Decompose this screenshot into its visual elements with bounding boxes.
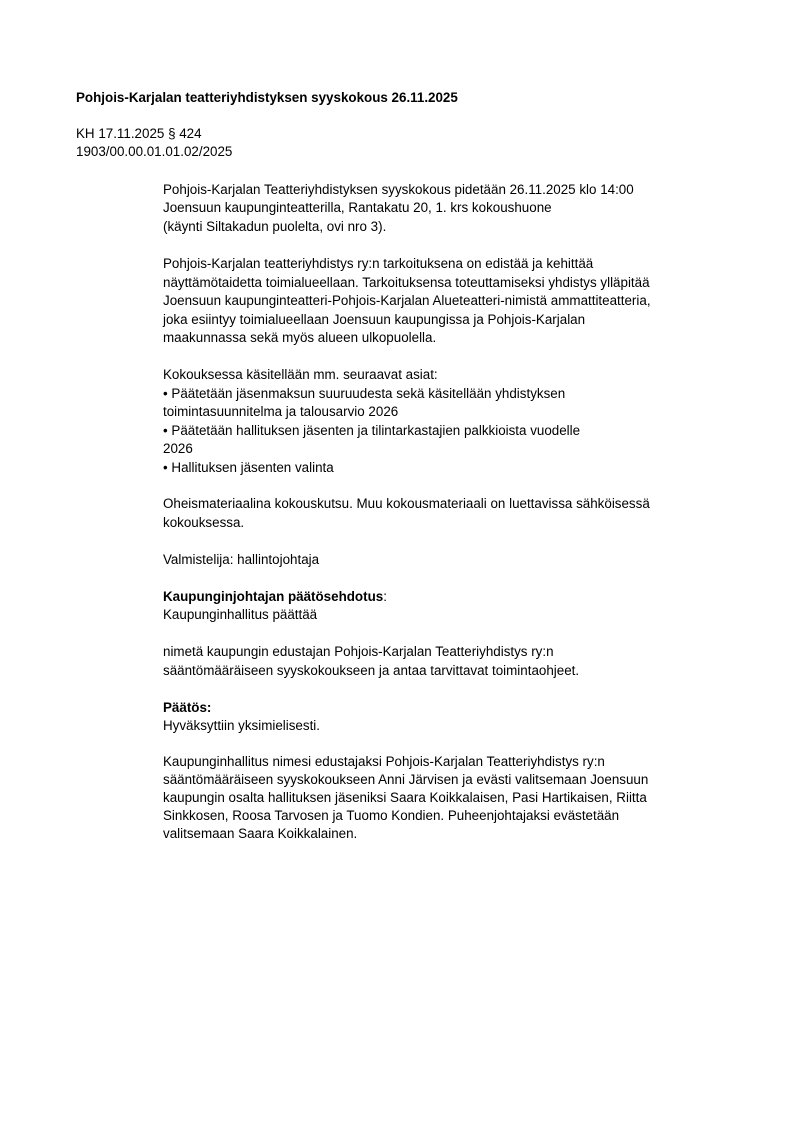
text-line: kokouksessa. <box>163 515 245 530</box>
text-line: Pohjois-Karjalan Teatteriyhdistyksen syyskokous pidetään 26.11.2025 klo 14:00 <box>163 182 634 197</box>
text-line: Joensuun kaupunginteatteri-Pohjois-Karjalan Alueteatteri-nimistä ammattiteatteria, <box>163 293 651 308</box>
text-line: Kokouksessa käsitellään mm. seuraavat asiat: <box>163 367 438 382</box>
text-line: Joensuun kaupunginteatterilla, Rantakatu 20, 1. krs kokoushuone <box>163 200 552 215</box>
text-line: 2026 <box>163 441 193 456</box>
proposal-heading: Kaupunginjohtajan päätösehdotus <box>163 589 384 604</box>
preparer-line: Valmistelija: hallintojohtaja <box>163 552 320 567</box>
document-title: Pohjois-Karjalan teatteriyhdistyksen syyskokous 26.11.2025 <box>76 90 458 105</box>
text-line: joka esiintyy toimialueellaan Joensuun kaupungissa ja Pohjois-Karjalan <box>163 312 586 327</box>
agenda-item: • Päätetään hallituksen jäsenten ja tilintarkastajien palkkioista vuodelle <box>163 423 581 438</box>
diary-number: 1903/00.00.01.01.02/2025 <box>76 144 233 159</box>
text-line: maakunnassa sekä myös alueen ulkopuolella. <box>163 330 437 345</box>
text-line: nimetä kaupungin edustajan Pohjois-Karjalan Teatteriyhdistys ry:n <box>163 644 554 659</box>
agenda-item: • Hallituksen jäsenten valinta <box>163 460 334 475</box>
proposal-heading-line <box>163 588 387 606</box>
decision-lead: Hyväksyttiin yksimielisesti. <box>163 718 320 733</box>
text-line: valitsemaan Saara Koikkalainen. <box>163 826 358 841</box>
text-line: (käynti Siltakadun puolelta, ovi nro 3). <box>163 219 387 234</box>
proposal-lead: Kaupunginhallitus päättää <box>163 607 318 622</box>
text-line: Oheismateriaalina kokouskutsu. Muu kokousmateriaali on luettavissa sähköisessä <box>163 496 650 511</box>
decision-heading: Päätös: <box>163 700 212 715</box>
text-line: kaupungin osalta hallituksen jäseniksi Saara Koikkalaisen, Pasi Hartikaisen, Riitta <box>163 790 647 805</box>
agenda-item: • Päätetään jäsenmaksun suuruudesta sekä käsitellään yhdistyksen <box>163 386 566 401</box>
text-line: sääntömääräiseen syyskokoukseen ja antaa tarvittavat toimintaohjeet. <box>163 663 580 678</box>
text-line: sääntömääräiseen syyskokoukseen Anni Järvisen ja evästi valitsemaan Joensuun <box>163 772 649 787</box>
proposal-heading-colon: : <box>383 589 387 604</box>
text-line: toimintasuunnitelma ja talousarvio 2026 <box>163 404 399 419</box>
reference-line: KH 17.11.2025 § 424 <box>76 126 202 141</box>
text-line: näyttämötaidetta toimialueellaan. Tarkoituksensa toteuttamiseksi yhdistys ylläpitää <box>163 275 650 290</box>
text-line: Kaupunginhallitus nimesi edustajaksi Pohjois-Karjalan Teatteriyhdistys ry:n <box>163 754 605 769</box>
text-line: Sinkkosen, Roosa Tarvosen ja Tuomo Kondien. Puheenjohtajaksi evästetään <box>163 808 620 823</box>
text-line: Pohjois-Karjalan teatteriyhdistys ry:n tarkoituksena on edistää ja kehittää <box>163 256 594 271</box>
